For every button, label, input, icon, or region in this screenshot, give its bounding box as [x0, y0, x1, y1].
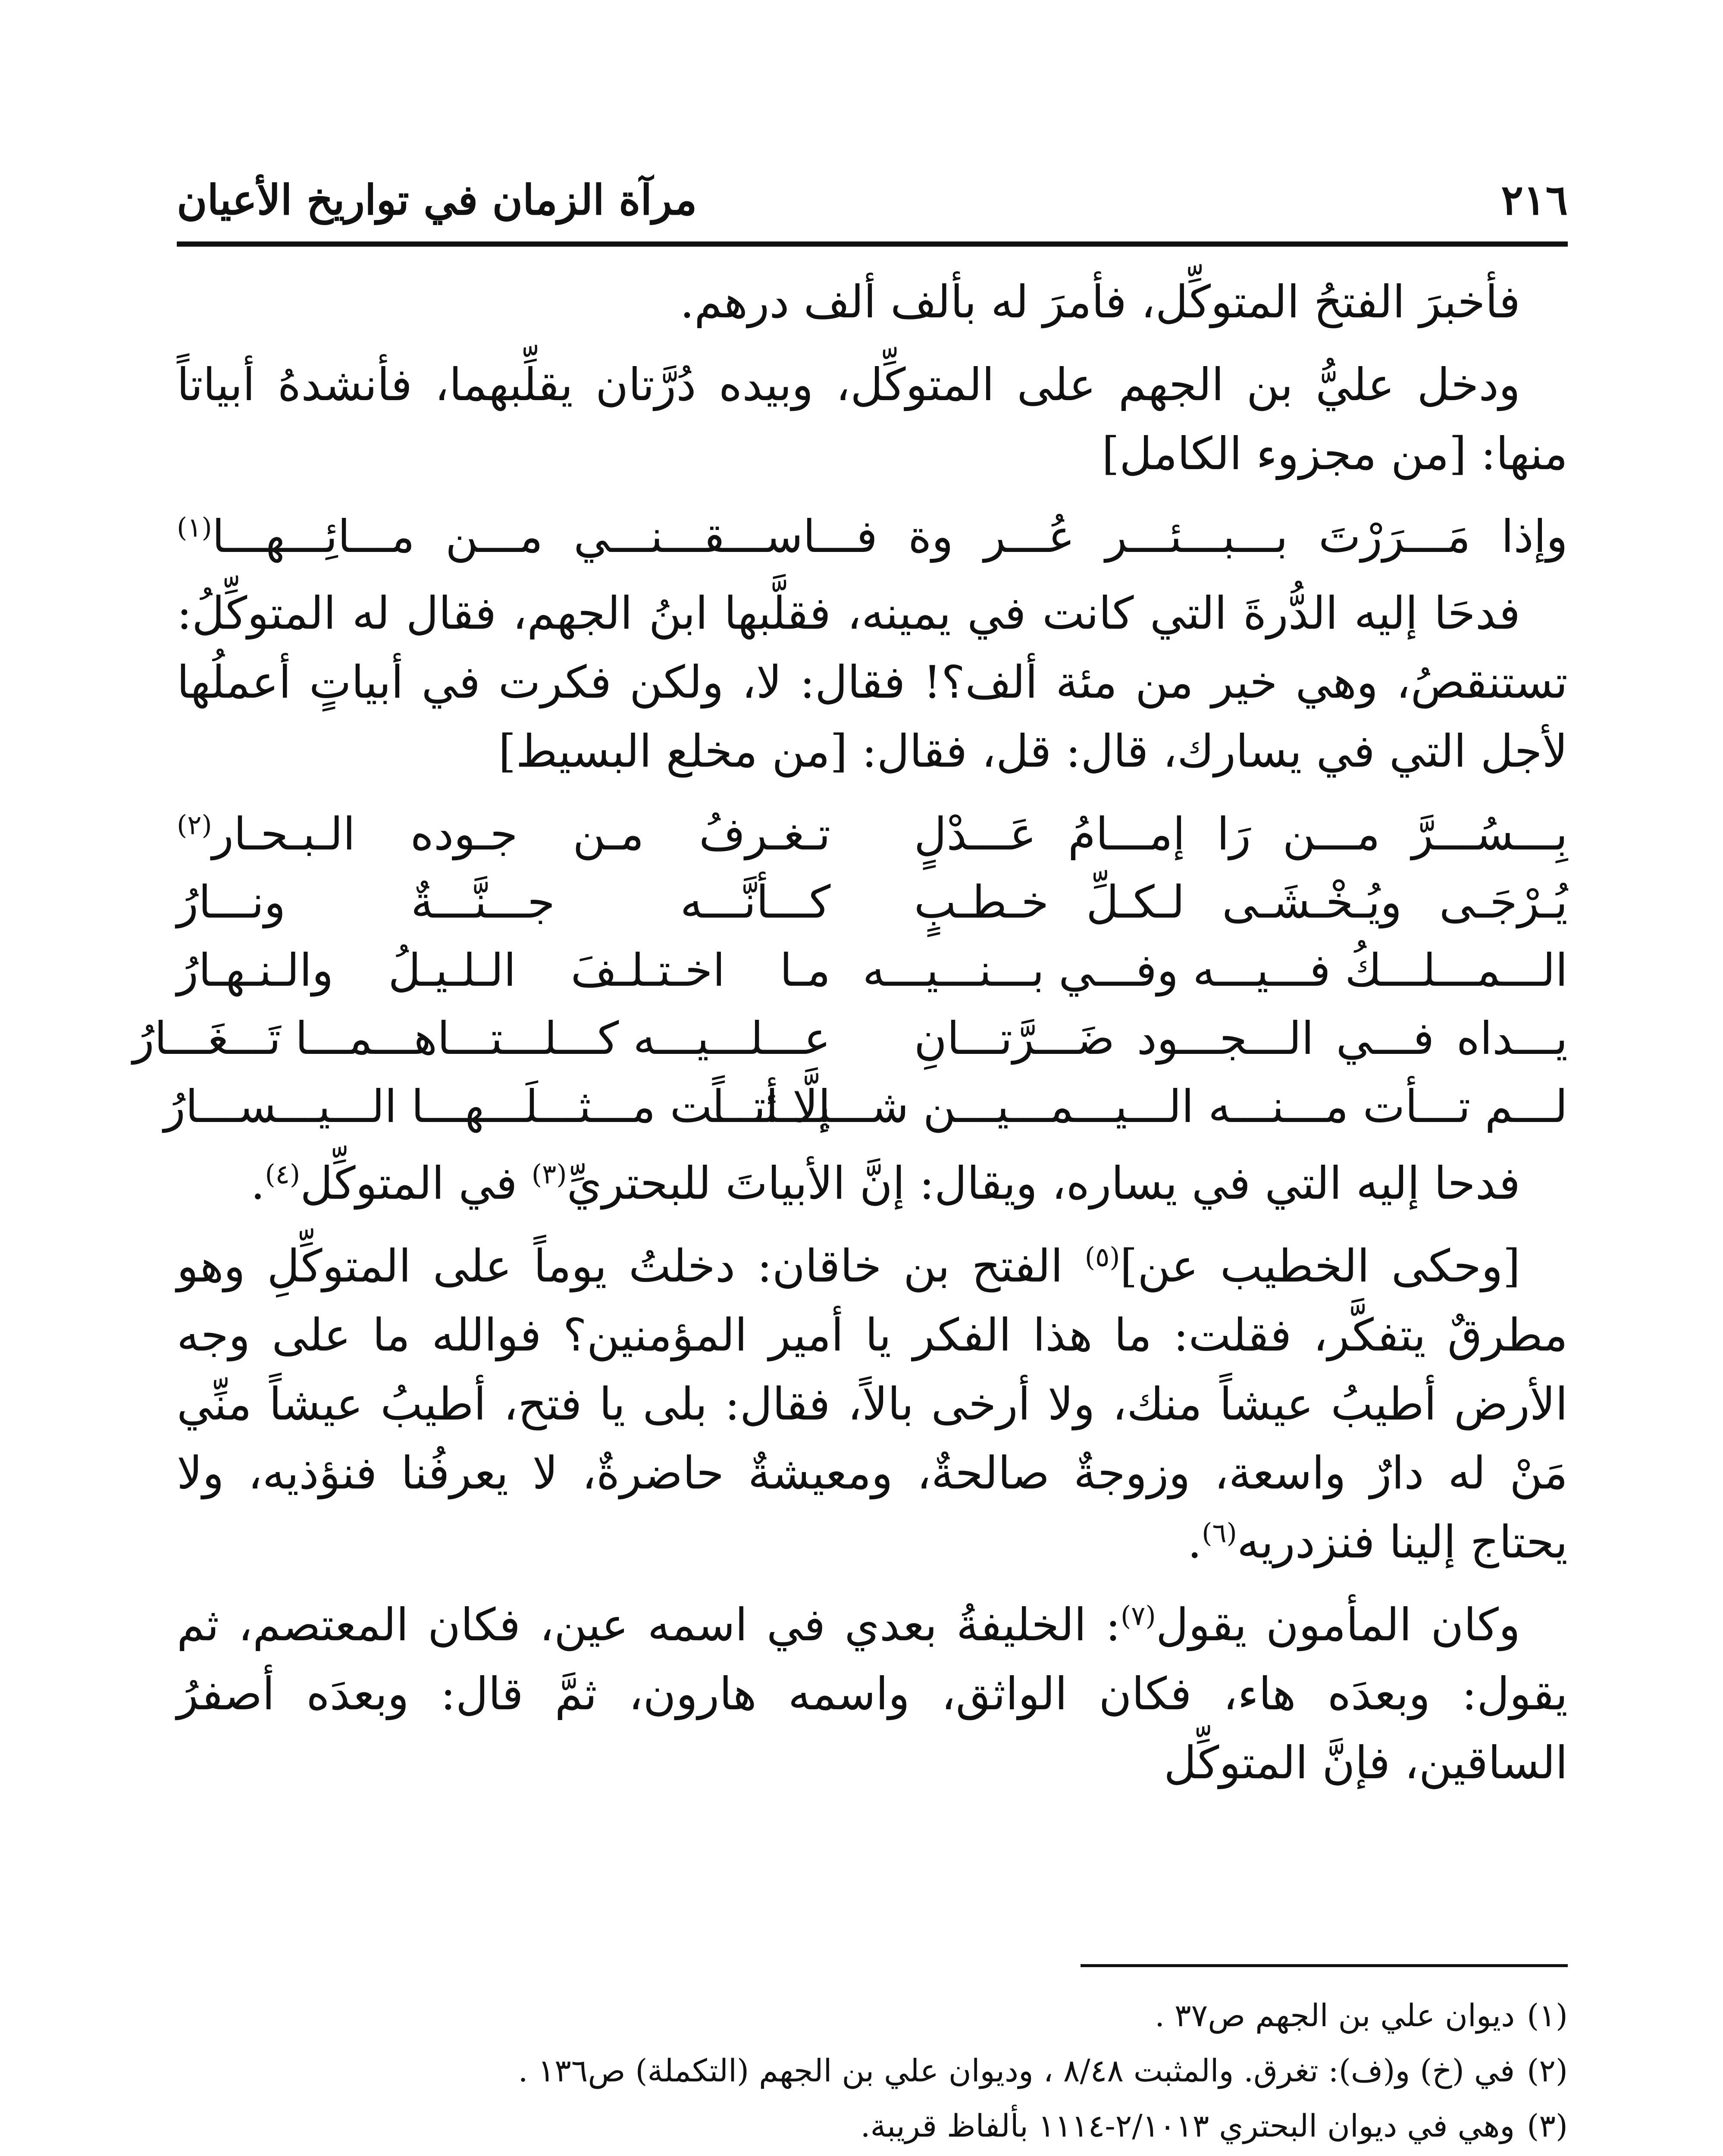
verse-line: [177, 936, 1568, 1004]
footnotes: [177, 1988, 1568, 2156]
poem: [132, 799, 1568, 1140]
verse-line: [177, 502, 1568, 570]
hemistich-second: عـــلـــيـــه كـــلـــتـــاهـــمـــا تَـــغَـــارُ: [132, 1012, 831, 1065]
paragraph: وكان المأمون يقول$^{(٧)}$: الخليفةُ بعدي في اسمه عين، فكان المعتصم، ثم يقول: وبعدَه هاء، فكان الواثق، واسمه هارون، ثمَّ قال: وبعدَه أصفرُ الساقين، فإنَّ المتوكِّل: [177, 1598, 1568, 1789]
main-text: [132, 267, 1568, 1811]
paragraph: فدحَا إليه الدُّرةَ التي كانت في يمينه، فقلَّبها ابنُ الجهم، فقال له المتوكِّلُ: تستنقصُ، وهي خير من مئة ألف؟! فقال: لا، ولكن فكرت في أبياتٍ أعملُها لأجل التي في يسارك، قال: قل، فقال: [من مخلع البسيط]: [177, 587, 1568, 777]
footnote-ref: (٧): [1120, 1600, 1156, 1632]
footnote-ref: (٣): [531, 1158, 567, 1190]
hemistich-second: تـغـرفُ مـن جـوده الـبـحـار$^{(٢)}$: [177, 808, 831, 860]
poem-verse: [177, 502, 1568, 570]
footnote-divider: [1081, 1964, 1568, 1967]
footnote-ref: (٤): [265, 1158, 301, 1190]
hemistich-second: مـا اخـتـلـفَ الـلـيـلُ والـنـهـارُ: [177, 944, 831, 997]
verse-line: [163, 1072, 1568, 1140]
footnote: (٣) وهي في ديوان البحتري ٢/١٠١٣-١١١٤ بألفاظ قريبة.: [860, 2108, 1568, 2144]
hemistich-second: كـــأنَّـــه جـــنَّـــةٌ ونـــارُ: [177, 876, 831, 928]
hemistich-first: لـــم تـــأت مـــنـــه الـــيـــمـــيـــن شـــيـــئـــاً: [712, 1080, 1568, 1133]
hemistich-first: يـــداه فـــي الـــجـــود ضَـــرَّتـــانِ: [914, 1012, 1568, 1065]
footnote: (١) ديوان علي بن الجهم ص٣٧ .: [1155, 1997, 1568, 2034]
hemistich-first: الـــمـــلـــكُ فـــيـــه وفـــي بـــنـــيـــه: [862, 944, 1568, 997]
verse-line: [132, 1004, 1568, 1072]
hemistich-second: إلَّا أتـــت مـــثـــلَـــهـــا الـــيـــســـارُ: [163, 1080, 831, 1133]
page-number: ٢١٦: [1501, 175, 1568, 224]
footnote: [177, 2153, 1568, 2156]
footnote-ref: (١): [177, 511, 212, 543]
paragraph: فدحا إليه التي في يساره، ويقال: إنَّ الأبياتَ للبحتريِّ$^{(٣)}$ في المتوكِّل$^{(٤)}$.: [251, 1157, 1520, 1210]
verse-text: وإذا مَـــرَرْتَ بـــبـــئـــر عُـــر وة فـــاســـقـــنـــي مـــن مـــائِـــهـــا$^{(١)}$: [177, 510, 1568, 563]
verse-line: [177, 799, 1568, 868]
paragraph: [وحكى الخطيب عن]$^{(٥)}$ الفتح بن خاقان: دخلتُ يوماً على المتوكِّلِ وهو مطرقٌ يتفكَّر، فقلت: ما هذا الفكر يا أمير المؤمنين؟ فوالله ما على وجه الأرض أطيبُ عيشاً منك، ولا أرخى بالاً، فقال: بلى يا فتح، أطيبُ عيشاً منِّي مَنْ له دارٌ واسعة، وزوجةٌ صالحةٌ، ومعيشةٌ حاضرةٌ، لا يعرفُنا فنؤذيه، ولا يحتاج إلينا فنزدريه$^{(٦)}$.: [177, 1240, 1568, 1568]
page-header: [177, 155, 1568, 247]
paragraph: ودخل عليُّ بن الجهم على المتوكِّل، وبيده دُرَّتان يقلِّبهما، فأنشدهُ أبياتاً منها: [من مجزوء الكامل]: [177, 358, 1568, 480]
footnote: (٢) في (خ) و(ف): تغرق. والمثبت ٨/٤٨ ، وديوان علي بن الجهم (التكملة) ص١٣٦ .: [518, 2053, 1568, 2089]
running-title: مرآة الزمان في تواريخ الأعيان: [177, 175, 697, 224]
footnote-ref: (٦): [1202, 1517, 1237, 1549]
verse-line: [177, 868, 1568, 936]
paragraph: فأخبرَ الفتحُ المتوكِّل، فأمرَ له بألف ألف درهم.: [680, 276, 1520, 328]
hemistich-first: بِـــسُـــرَّ مـــن رَا إمـــامُ عَـــدْلٍ: [914, 808, 1568, 860]
footnote-ref: (٥): [1084, 1241, 1120, 1273]
footnote-ref: (٢): [177, 809, 212, 841]
hemistich-first: يُـرْجَـى ويُـخْـشَـى لـكـلِّ خـطـبٍ: [914, 876, 1568, 928]
